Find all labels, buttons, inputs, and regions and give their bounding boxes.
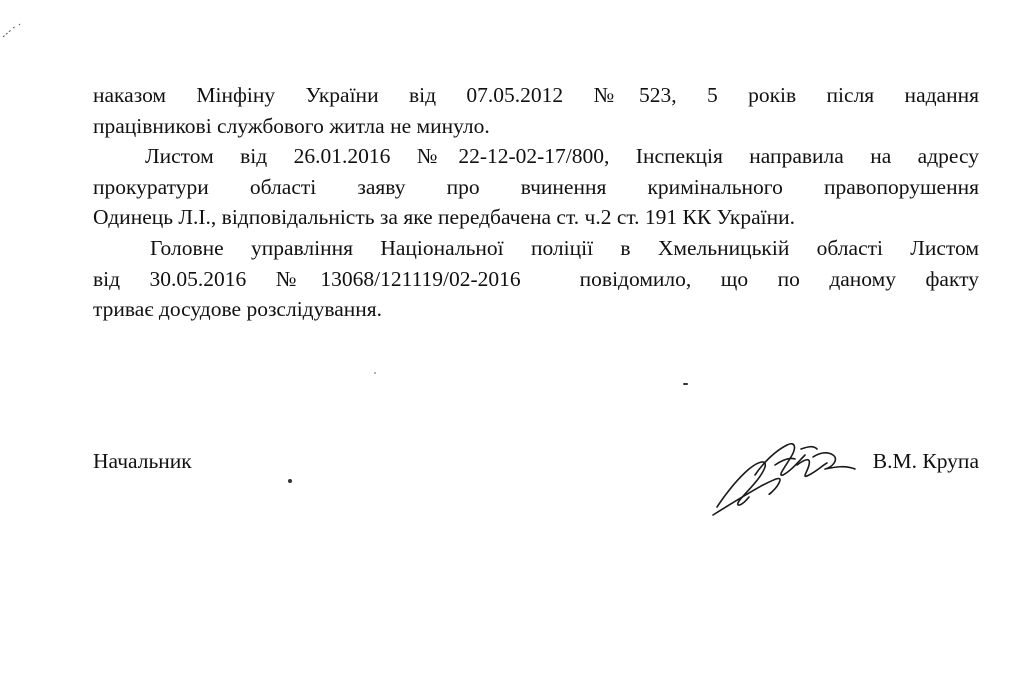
text-line: працівникові службового житла не минуло. — [93, 113, 490, 138]
text-line: Одинець Л.І., відповідальність за яке передбачена ст. ч.2 ст. 191 КК України. — [93, 205, 796, 230]
signer-name: В.М. Крупа — [872, 449, 979, 473]
paragraph-3 — [93, 233, 979, 325]
text-line: наказом Мінфіну України від 07.05.2012 №523, 5 років після надання — [93, 83, 979, 107]
text-line: Листом від 26.01.2016 №22-12-02-17/800, Інспекція направила на адресу — [145, 144, 979, 169]
scan-edge-mark — [2, 22, 28, 38]
scan-speck — [683, 383, 688, 385]
signer-position: Начальник — [93, 449, 192, 473]
text-line: триває досудове розслідування. — [93, 297, 383, 322]
handwritten-signature — [705, 435, 865, 520]
document-body — [93, 80, 979, 325]
text-line: прокуратури області заяву про вчинення кримінального правопорушення — [93, 174, 979, 199]
scan-speck — [374, 372, 376, 374]
text-line: від 30.05.2016 №13068/121119/02-2016 повідомило, що по даному факту — [93, 266, 979, 291]
paragraph-1 — [93, 80, 979, 141]
text-line: Головне управління Національної поліції в Хмельницькій області Листом — [150, 235, 979, 260]
paragraph-2 — [93, 141, 979, 233]
